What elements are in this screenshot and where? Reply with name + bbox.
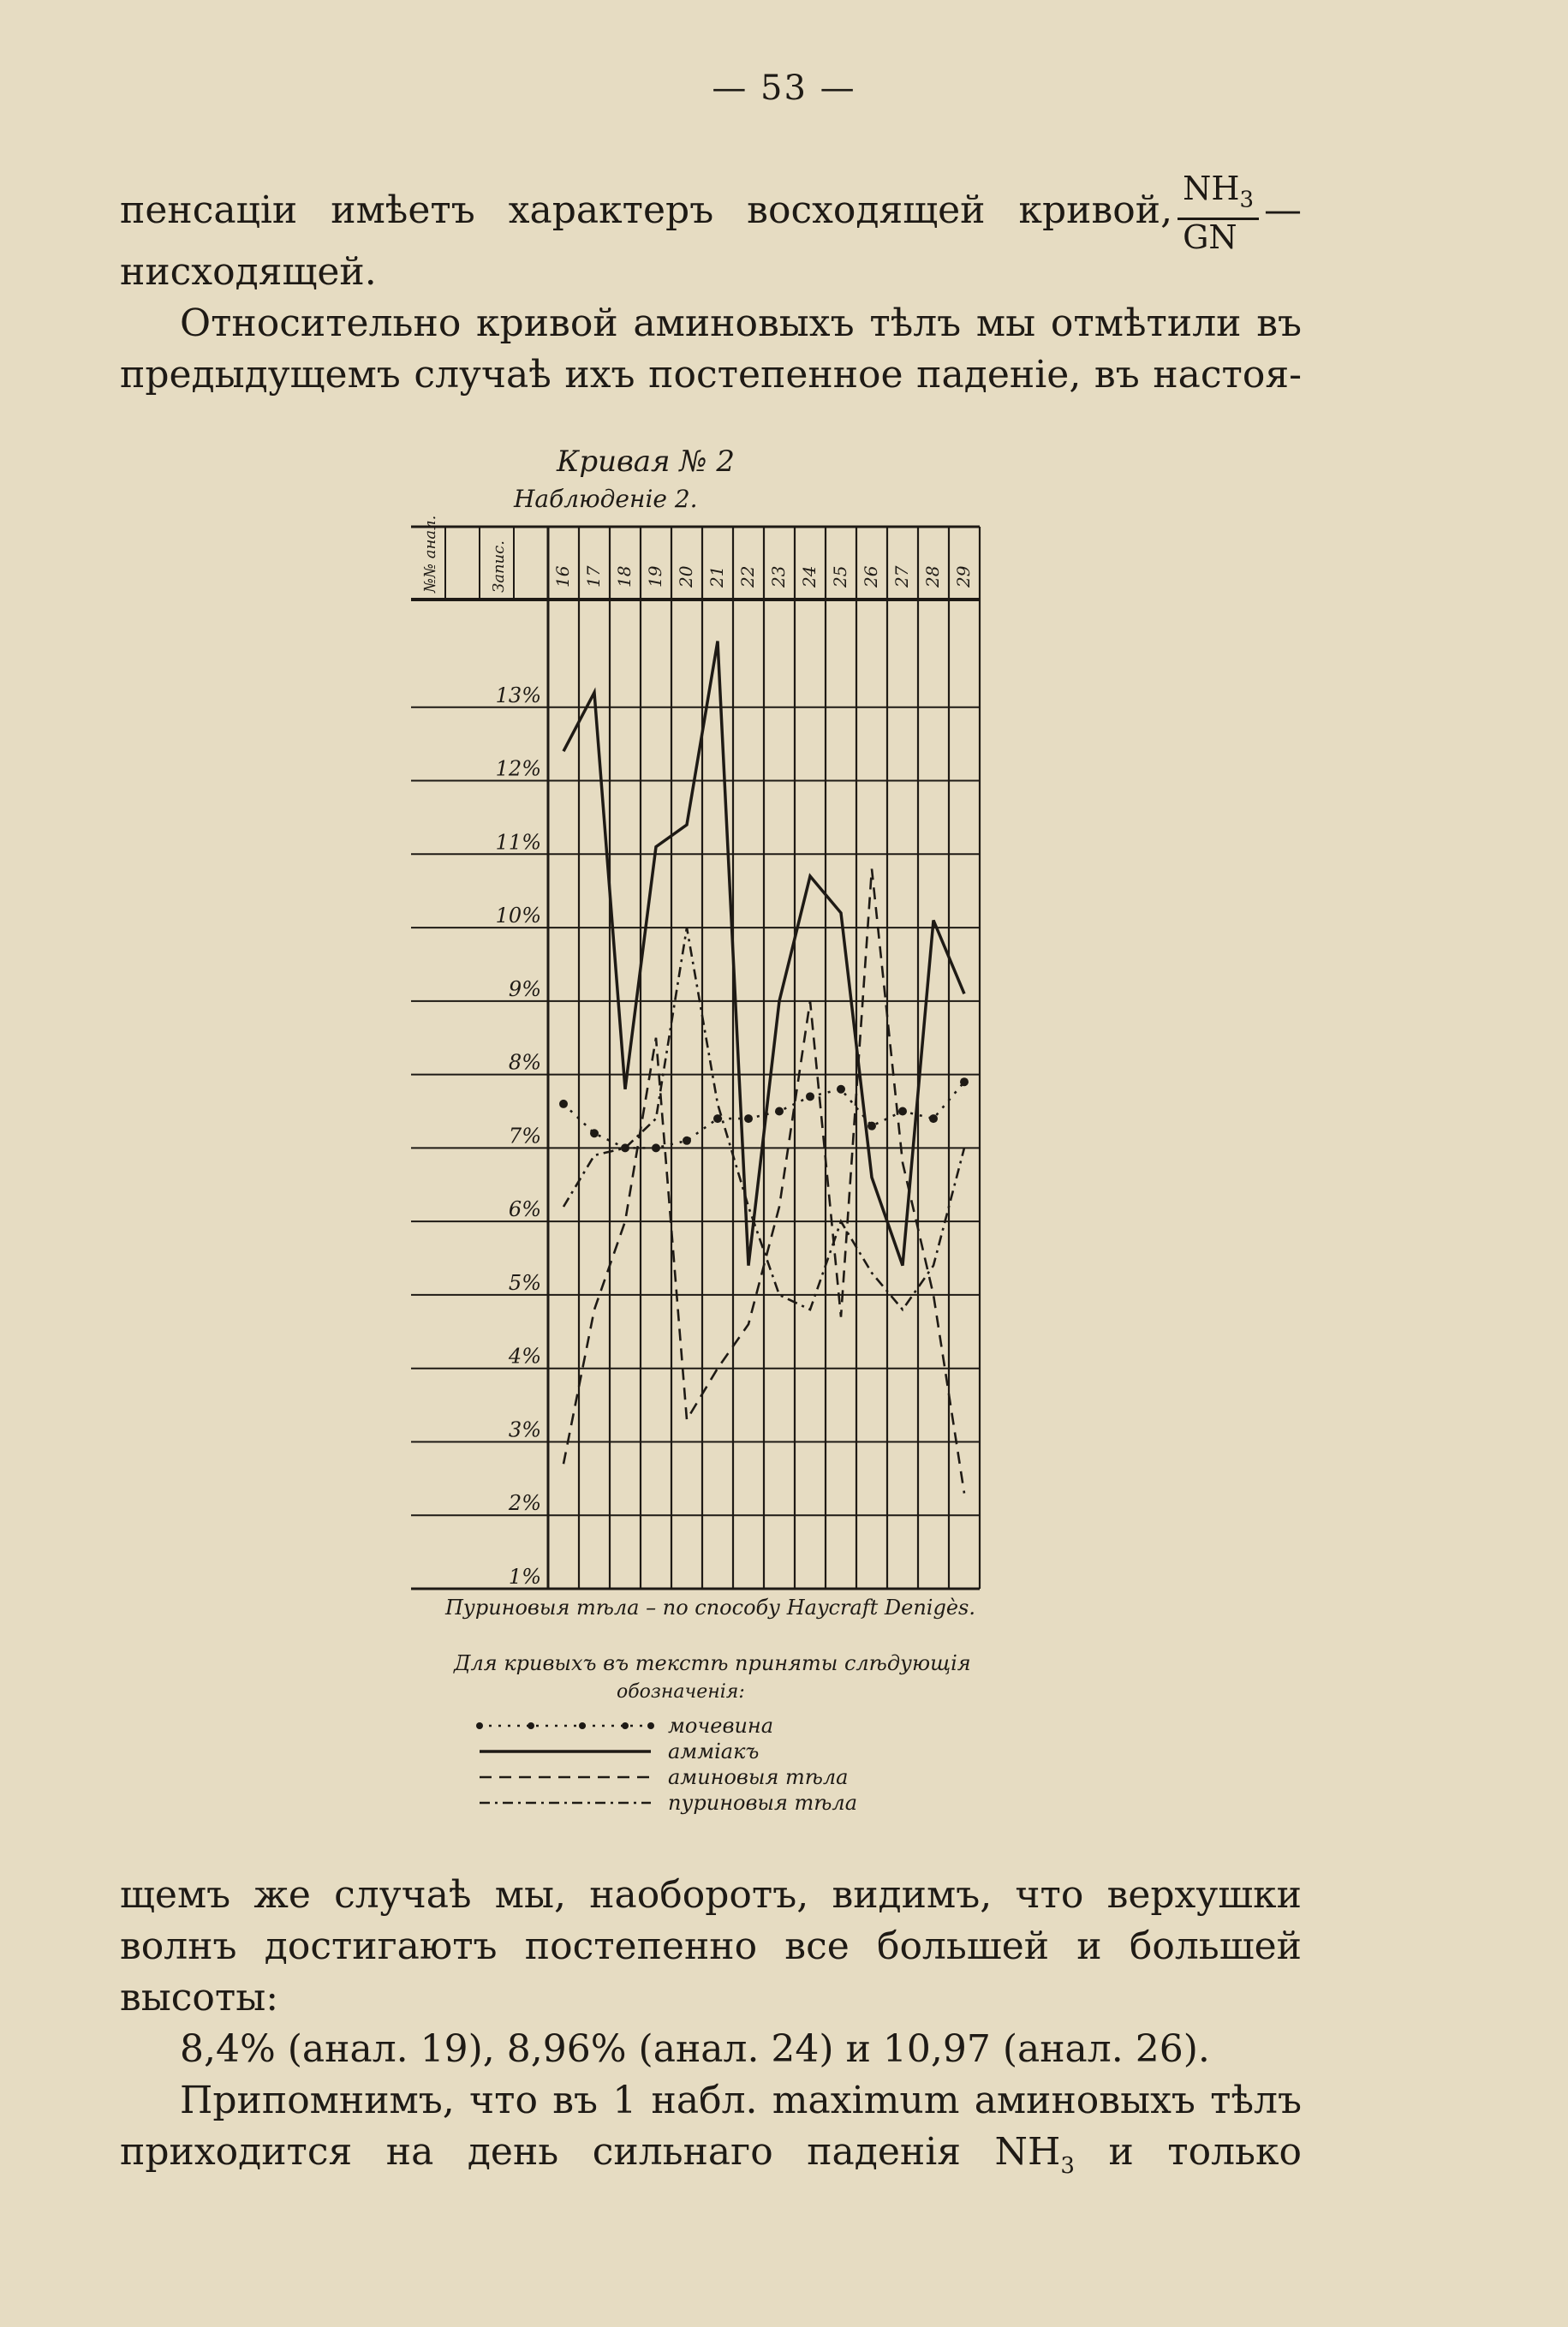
text-line-1-dash: — (1264, 188, 1302, 232)
legend-dot (622, 1722, 629, 1729)
x-tick-label: 29 (953, 565, 974, 588)
chart-legend (476, 1714, 857, 1815)
legend-dot (579, 1722, 586, 1729)
x-tick-label: 28 (922, 565, 943, 588)
legend-dot (528, 1722, 534, 1729)
text-line-8: 8,4% (анал. 19), 8,96% (анал. 24) и 10,97 (анал. 26). (180, 2027, 1210, 2071)
y-tick-label: 10% (495, 904, 541, 928)
text-line-7: высоты: (120, 1976, 279, 2020)
legend-title-1: Для кривыхъ въ текстѣ приняты слѣдующія (454, 1651, 971, 1675)
x-tick-label: 20 (676, 565, 696, 588)
y-tick-label: 2% (508, 1491, 541, 1516)
fraction-numerator: NH (1183, 170, 1240, 207)
text-line-1-pre: пенсаціи имѣетъ характеръ восходящей кривой, (120, 188, 1173, 232)
legend-dot (647, 1722, 654, 1729)
series-point (929, 1114, 938, 1123)
y-tick-label: 5% (508, 1270, 541, 1295)
fraction-numerator-sub: 3 (1239, 187, 1254, 213)
x-tick-label: 21 (706, 565, 727, 588)
series-point (590, 1129, 599, 1137)
text-line-3: Относительно кривой аминовыхъ тѣлъ мы отмѣтили въ (180, 301, 1302, 345)
text-line-10 (120, 2128, 1302, 2190)
text-line-2: нисходящей. (120, 250, 377, 294)
series-point (867, 1122, 876, 1131)
y-axis-labels (496, 683, 541, 1589)
figure-footnote: Пуриновыя тѣла – по способу Haycraft Denigès. (445, 1596, 975, 1620)
series-point (806, 1092, 814, 1101)
x-tick-label: 16 (552, 565, 573, 588)
fraction-nh3-gn (1177, 171, 1259, 254)
y-tick-label: 9% (508, 976, 541, 1001)
y-tick-label: 4% (508, 1344, 541, 1369)
legend-label: пуриновыя тѣла (668, 1791, 858, 1815)
y-tick-label: 3% (508, 1417, 541, 1442)
series-point (744, 1114, 753, 1123)
legend-label: аммiакъ (668, 1739, 760, 1763)
text-line-4: предыдущемъ случаѣ ихъ постепенное паденіе, въ настоя- (120, 353, 1302, 397)
x-tick-label: 25 (830, 565, 850, 588)
legend-dot (476, 1722, 483, 1729)
series-point (683, 1137, 691, 1145)
y-tick-label: 13% (495, 683, 541, 707)
y-tick-label: 11% (495, 830, 541, 855)
x-tick-label: 26 (861, 565, 881, 588)
text-line-5: щемъ же случаѣ мы, наоборотъ, видимъ, что верхушки (120, 1873, 1302, 1917)
page-number: — 53 — (712, 69, 856, 108)
text-line-9: Припомнимъ, что въ 1 набл. maximum аминовыхъ тѣлъ (180, 2079, 1302, 2122)
figure-subtitle: Наблюденіе 2. (514, 485, 698, 513)
series-point (652, 1143, 660, 1152)
x-tick-label: 18 (614, 565, 635, 588)
legend-label: аминовыя тѣла (668, 1765, 849, 1789)
series-point (837, 1085, 845, 1094)
x-tick-label: 19 (645, 565, 665, 588)
x-tick-label: 22 (737, 565, 758, 588)
text-line-6: волнъ достигаютъ постепенно все большей и большей (120, 1924, 1302, 1968)
series-point (559, 1100, 568, 1108)
header-analysis-no: №№ анал. (421, 515, 439, 593)
text-line-10-pre: приходится на день сильнаго паденія NH (120, 2130, 1061, 2174)
y-tick-label: 7% (508, 1124, 541, 1149)
x-tick-label: 17 (583, 565, 604, 588)
y-tick-label: 6% (508, 1197, 541, 1222)
legend-label: мочевина (668, 1714, 774, 1738)
x-tick-label: 27 (891, 565, 912, 588)
y-tick-label: 12% (495, 756, 541, 781)
series-point (960, 1077, 969, 1086)
legend-title-2: обозначенія: (617, 1681, 745, 1703)
x-tick-label: 24 (799, 565, 820, 588)
y-tick-label: 1% (508, 1565, 541, 1589)
text-line-1 (120, 171, 1302, 254)
y-tick-label: 8% (508, 1050, 541, 1075)
figure-curve-2 (394, 445, 1045, 1816)
text-line-10-post: и только (1074, 2130, 1302, 2174)
header-date: Запис. (490, 540, 508, 593)
fraction-denominator: GN (1183, 218, 1237, 256)
figure-title: Кривая № 2 (557, 445, 735, 479)
x-tick-label: 23 (768, 565, 789, 588)
text-line-10-sub: 3 (1060, 2152, 1075, 2179)
series-point (898, 1107, 907, 1116)
series-point (775, 1107, 784, 1116)
